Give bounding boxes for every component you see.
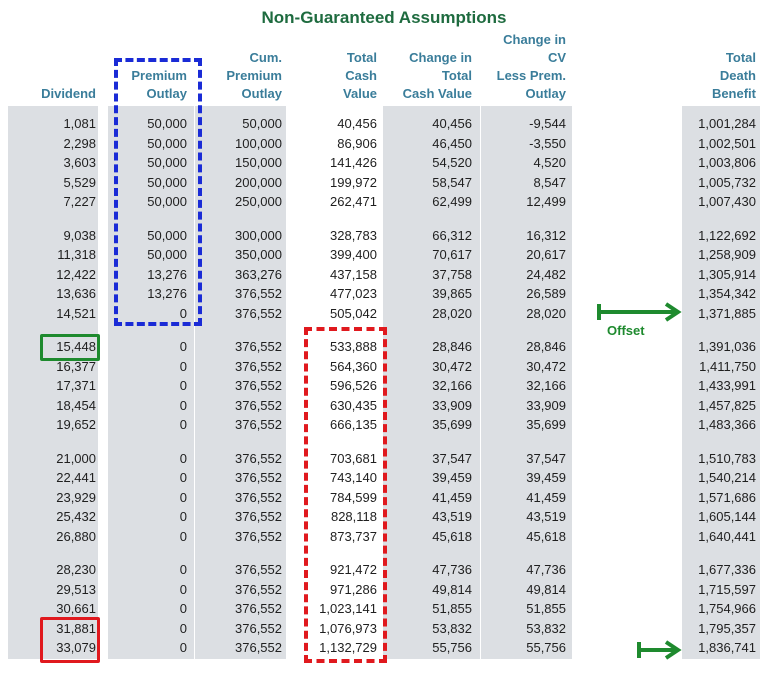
premium-outlay-highlight-box [114, 58, 202, 326]
cell-cum: 376,552 [235, 489, 282, 505]
cell-premium: 50,000 [147, 155, 187, 170]
cell-dividend: 15,448 [56, 339, 96, 354]
cell-tcv: 596,526 [330, 378, 377, 393]
cell-chg: 40,456 [432, 116, 472, 131]
cell-cum: 100,000 [235, 135, 282, 151]
column-header-cvless: Change in CV Less Prem. Outlay [496, 32, 566, 101]
cell-cum: 376,552 [235, 509, 282, 524]
cell-cvless: 41,459 [526, 489, 566, 505]
cell-death: 1,483,366 [698, 417, 756, 432]
cell-chg: 62,499 [432, 194, 472, 209]
cell-cvless: 20,617 [526, 247, 566, 262]
cell-dividend: 11,318 [57, 247, 96, 262]
cell-cum: 376,552 [235, 528, 282, 544]
cell-dividend: 16,377 [56, 358, 96, 374]
cell-chg: 49,814 [432, 581, 472, 597]
offset-arrow-icon [596, 300, 684, 324]
cell-tcv: 199,972 [330, 174, 377, 190]
cell-dividend: 23,929 [56, 489, 96, 505]
cell-chg: 28,846 [432, 339, 472, 354]
cell-tcv: 630,435 [330, 397, 377, 413]
cell-tcv: 437,158 [330, 266, 377, 282]
cell-chg: 66,312 [432, 227, 472, 243]
cell-chg: 28,020 [432, 305, 472, 321]
cell-death: 1,715,597 [698, 581, 756, 597]
cell-cvless: 24,482 [526, 266, 566, 282]
cell-death: 1,007,430 [698, 194, 756, 209]
cell-cvless: -3,550 [529, 135, 566, 151]
cell-premium: 0 [179, 339, 187, 354]
cell-tcv: 141,426 [330, 155, 377, 170]
cell-dividend: 13,636 [56, 286, 96, 301]
cell-cvless: 47,736 [526, 562, 566, 577]
column-header-death: Total Death Benefit [711, 50, 756, 101]
cell-tcv: 666,135 [330, 417, 377, 432]
cell-cvless: 37,547 [526, 450, 566, 466]
cell-cum: 376,552 [235, 450, 282, 466]
cell-cum: 50,000 [242, 116, 282, 131]
cell-dividend: 22,441 [56, 470, 96, 485]
cell-tcv: 873,737 [330, 528, 377, 544]
cell-dividend: 12,422 [56, 266, 96, 282]
cell-death: 1,540,214 [698, 470, 756, 485]
cell-cvless: 28,020 [526, 305, 566, 321]
dividend-final-highlight-box [40, 617, 100, 663]
cell-death: 1,836,741 [698, 640, 756, 655]
cell-premium: 50,000 [147, 227, 187, 243]
cell-premium: 0 [179, 528, 187, 544]
cell-death: 1,571,686 [698, 489, 756, 505]
cell-cum: 376,552 [235, 286, 282, 301]
page-title: Non-Guaranteed Assumptions [261, 8, 507, 27]
cell-cvless: 12,499 [526, 194, 566, 209]
cell-cum: 200,000 [235, 174, 282, 190]
final-death-benefit-arrow-icon [636, 638, 684, 662]
cell-death: 1,391,036 [698, 339, 756, 354]
cell-death: 1,411,750 [699, 358, 756, 374]
cell-chg: 45,618 [432, 528, 472, 544]
cell-death: 1,677,336 [698, 562, 756, 577]
cell-cvless: 8,547 [533, 174, 566, 190]
cell-tcv: 784,599 [330, 489, 377, 505]
cell-premium: 0 [179, 305, 187, 321]
cell-tcv: 477,023 [330, 286, 377, 301]
cell-tcv: 1,076,973 [319, 620, 377, 636]
cell-cvless: 43,519 [526, 509, 566, 524]
cell-chg: 47,736 [432, 562, 472, 577]
cell-cum: 376,552 [235, 417, 282, 432]
cell-tcv: 533,888 [330, 339, 377, 354]
cell-premium: 50,000 [147, 174, 187, 190]
cell-cum: 363,276 [235, 266, 282, 282]
cell-death: 1,002,501 [698, 135, 756, 151]
cell-death: 1,005,732 [698, 174, 756, 190]
cell-premium: 0 [179, 601, 187, 616]
cell-chg: 37,758 [432, 266, 472, 282]
cell-chg: 46,450 [432, 135, 472, 151]
cell-death: 1,433,991 [698, 378, 756, 393]
cell-premium: 0 [179, 450, 187, 466]
cell-tcv: 1,023,141 [319, 601, 377, 616]
cell-chg: 70,617 [432, 247, 472, 262]
cell-cvless: 30,472 [526, 358, 566, 374]
cell-death: 1,001,284 [698, 116, 756, 131]
cell-chg: 41,459 [432, 489, 472, 505]
cell-tcv: 86,906 [337, 135, 377, 151]
cell-death: 1,795,357 [698, 620, 756, 636]
cell-death: 1,258,909 [698, 247, 756, 262]
cell-cvless: 53,832 [526, 620, 566, 636]
cell-tcv: 828,118 [330, 509, 377, 524]
cell-tcv: 564,360 [330, 358, 377, 374]
column-header-chg: Change in Total Cash Value [402, 50, 472, 101]
cell-dividend: 5,529 [63, 174, 96, 190]
cell-premium: 0 [179, 397, 187, 413]
cell-tcv: 971,286 [330, 581, 377, 597]
cell-dividend: 3,603 [63, 155, 96, 170]
cell-dividend: 30,661 [56, 601, 96, 616]
cell-premium: 50,000 [147, 194, 187, 209]
cell-premium: 0 [179, 581, 187, 597]
cell-premium: 0 [179, 470, 187, 485]
cell-dividend: 21,000 [56, 450, 96, 466]
cell-cum: 376,552 [235, 339, 282, 354]
cell-cum: 376,552 [235, 305, 282, 321]
cell-tcv: 40,456 [337, 116, 377, 131]
cell-chg: 54,520 [432, 155, 472, 170]
cell-dividend: 14,521 [56, 305, 96, 321]
cell-death: 1,003,806 [698, 155, 756, 170]
cell-premium: 0 [179, 417, 187, 432]
cell-premium: 13,276 [147, 266, 187, 282]
cell-death: 1,354,342 [698, 286, 756, 301]
cell-tcv: 505,042 [330, 305, 377, 321]
cell-cvless: 39,459 [526, 470, 566, 485]
cell-dividend: 25,432 [56, 509, 96, 524]
cell-dividend: 9,038 [63, 227, 96, 243]
cell-dividend: 17,371 [56, 378, 96, 393]
cell-premium: 50,000 [147, 247, 187, 262]
cell-cvless: 26,589 [526, 286, 566, 301]
cell-cum: 376,552 [235, 378, 282, 393]
cell-death: 1,305,914 [698, 266, 756, 282]
cell-death: 1,371,885 [698, 305, 756, 321]
cell-dividend: 26,880 [56, 528, 96, 544]
column-header-cum: Cum. Premium Outlay [226, 50, 282, 101]
cell-cum: 376,552 [235, 581, 282, 597]
offset-label: Offset [607, 323, 645, 338]
cell-chg: 33,909 [432, 397, 472, 413]
cell-chg: 43,519 [432, 509, 472, 524]
cell-cum: 376,552 [235, 601, 282, 616]
cell-cvless: 33,909 [526, 397, 566, 413]
cell-chg: 37,547 [432, 450, 472, 466]
cell-tcv: 328,783 [330, 227, 377, 243]
cell-cvless: -9,544 [529, 116, 566, 131]
cell-cum: 250,000 [235, 194, 282, 209]
cell-premium: 0 [179, 509, 187, 524]
cell-premium: 50,000 [147, 116, 187, 131]
cell-chg: 39,865 [432, 286, 472, 301]
total-cash-value-highlight-box [304, 327, 387, 663]
cell-premium: 0 [179, 489, 187, 505]
cell-death: 1,457,825 [698, 397, 756, 413]
cell-premium: 50,000 [147, 135, 187, 151]
cell-dividend: 1,081 [63, 116, 96, 131]
cell-cvless: 28,846 [526, 339, 566, 354]
cell-cum: 376,552 [235, 470, 282, 485]
column-header-tcv: Total Cash Value [343, 50, 377, 101]
column-header-premium: Premium Outlay [131, 68, 187, 101]
cell-cum: 376,552 [235, 397, 282, 413]
cell-tcv: 399,400 [330, 247, 377, 262]
cell-dividend: 31,881 [56, 620, 96, 636]
cell-chg: 39,459 [432, 470, 472, 485]
cell-premium: 0 [179, 640, 187, 655]
cell-cum: 300,000 [235, 227, 282, 243]
cell-cvless: 51,855 [526, 601, 566, 616]
cell-tcv: 1,132,729 [319, 640, 377, 655]
cell-premium: 0 [179, 562, 187, 577]
cell-death: 1,510,783 [698, 450, 756, 466]
cell-dividend: 18,454 [56, 397, 96, 413]
cell-death: 1,605,144 [698, 509, 756, 524]
cell-death: 1,754,966 [698, 601, 756, 616]
column-header-dividend: Dividend [41, 86, 96, 101]
cell-chg: 51,855 [432, 601, 472, 616]
cell-premium: 0 [179, 358, 187, 374]
cell-tcv: 921,472 [330, 562, 377, 577]
cell-chg: 35,699 [432, 417, 472, 432]
cell-death: 1,122,692 [698, 227, 756, 243]
cell-cum: 376,552 [235, 358, 282, 374]
cell-tcv: 743,140 [330, 470, 377, 485]
cell-tcv: 703,681 [330, 450, 377, 466]
cell-chg: 30,472 [432, 358, 472, 374]
cell-premium: 13,276 [147, 286, 187, 301]
cell-premium: 0 [179, 620, 187, 636]
cell-dividend: 29,513 [56, 581, 96, 597]
cell-cum: 350,000 [235, 247, 282, 262]
cell-cum: 376,552 [235, 562, 282, 577]
cell-dividend: 2,298 [63, 135, 96, 151]
cell-cum: 376,552 [235, 620, 282, 636]
cell-cvless: 55,756 [526, 640, 566, 655]
cell-cum: 150,000 [235, 155, 282, 170]
cell-chg: 55,756 [432, 640, 472, 655]
cell-chg: 32,166 [432, 378, 472, 393]
cell-cvless: 45,618 [526, 528, 566, 544]
cell-dividend: 28,230 [56, 562, 96, 577]
cell-premium: 0 [179, 378, 187, 393]
cell-death: 1,640,441 [698, 528, 756, 544]
cell-cvless: 4,520 [533, 155, 566, 170]
cell-cvless: 16,312 [526, 227, 566, 243]
cell-dividend: 33,079 [56, 640, 96, 655]
cell-cvless: 49,814 [526, 581, 566, 597]
cell-cvless: 32,166 [526, 378, 566, 393]
cell-tcv: 262,471 [330, 194, 377, 209]
dividend-15448-highlight-box [40, 334, 100, 361]
cell-cum: 376,552 [235, 640, 282, 655]
cell-chg: 53,832 [432, 620, 472, 636]
cell-chg: 58,547 [432, 174, 472, 190]
cell-dividend: 19,652 [56, 417, 96, 432]
cell-dividend: 7,227 [63, 194, 96, 209]
cell-cvless: 35,699 [526, 417, 566, 432]
